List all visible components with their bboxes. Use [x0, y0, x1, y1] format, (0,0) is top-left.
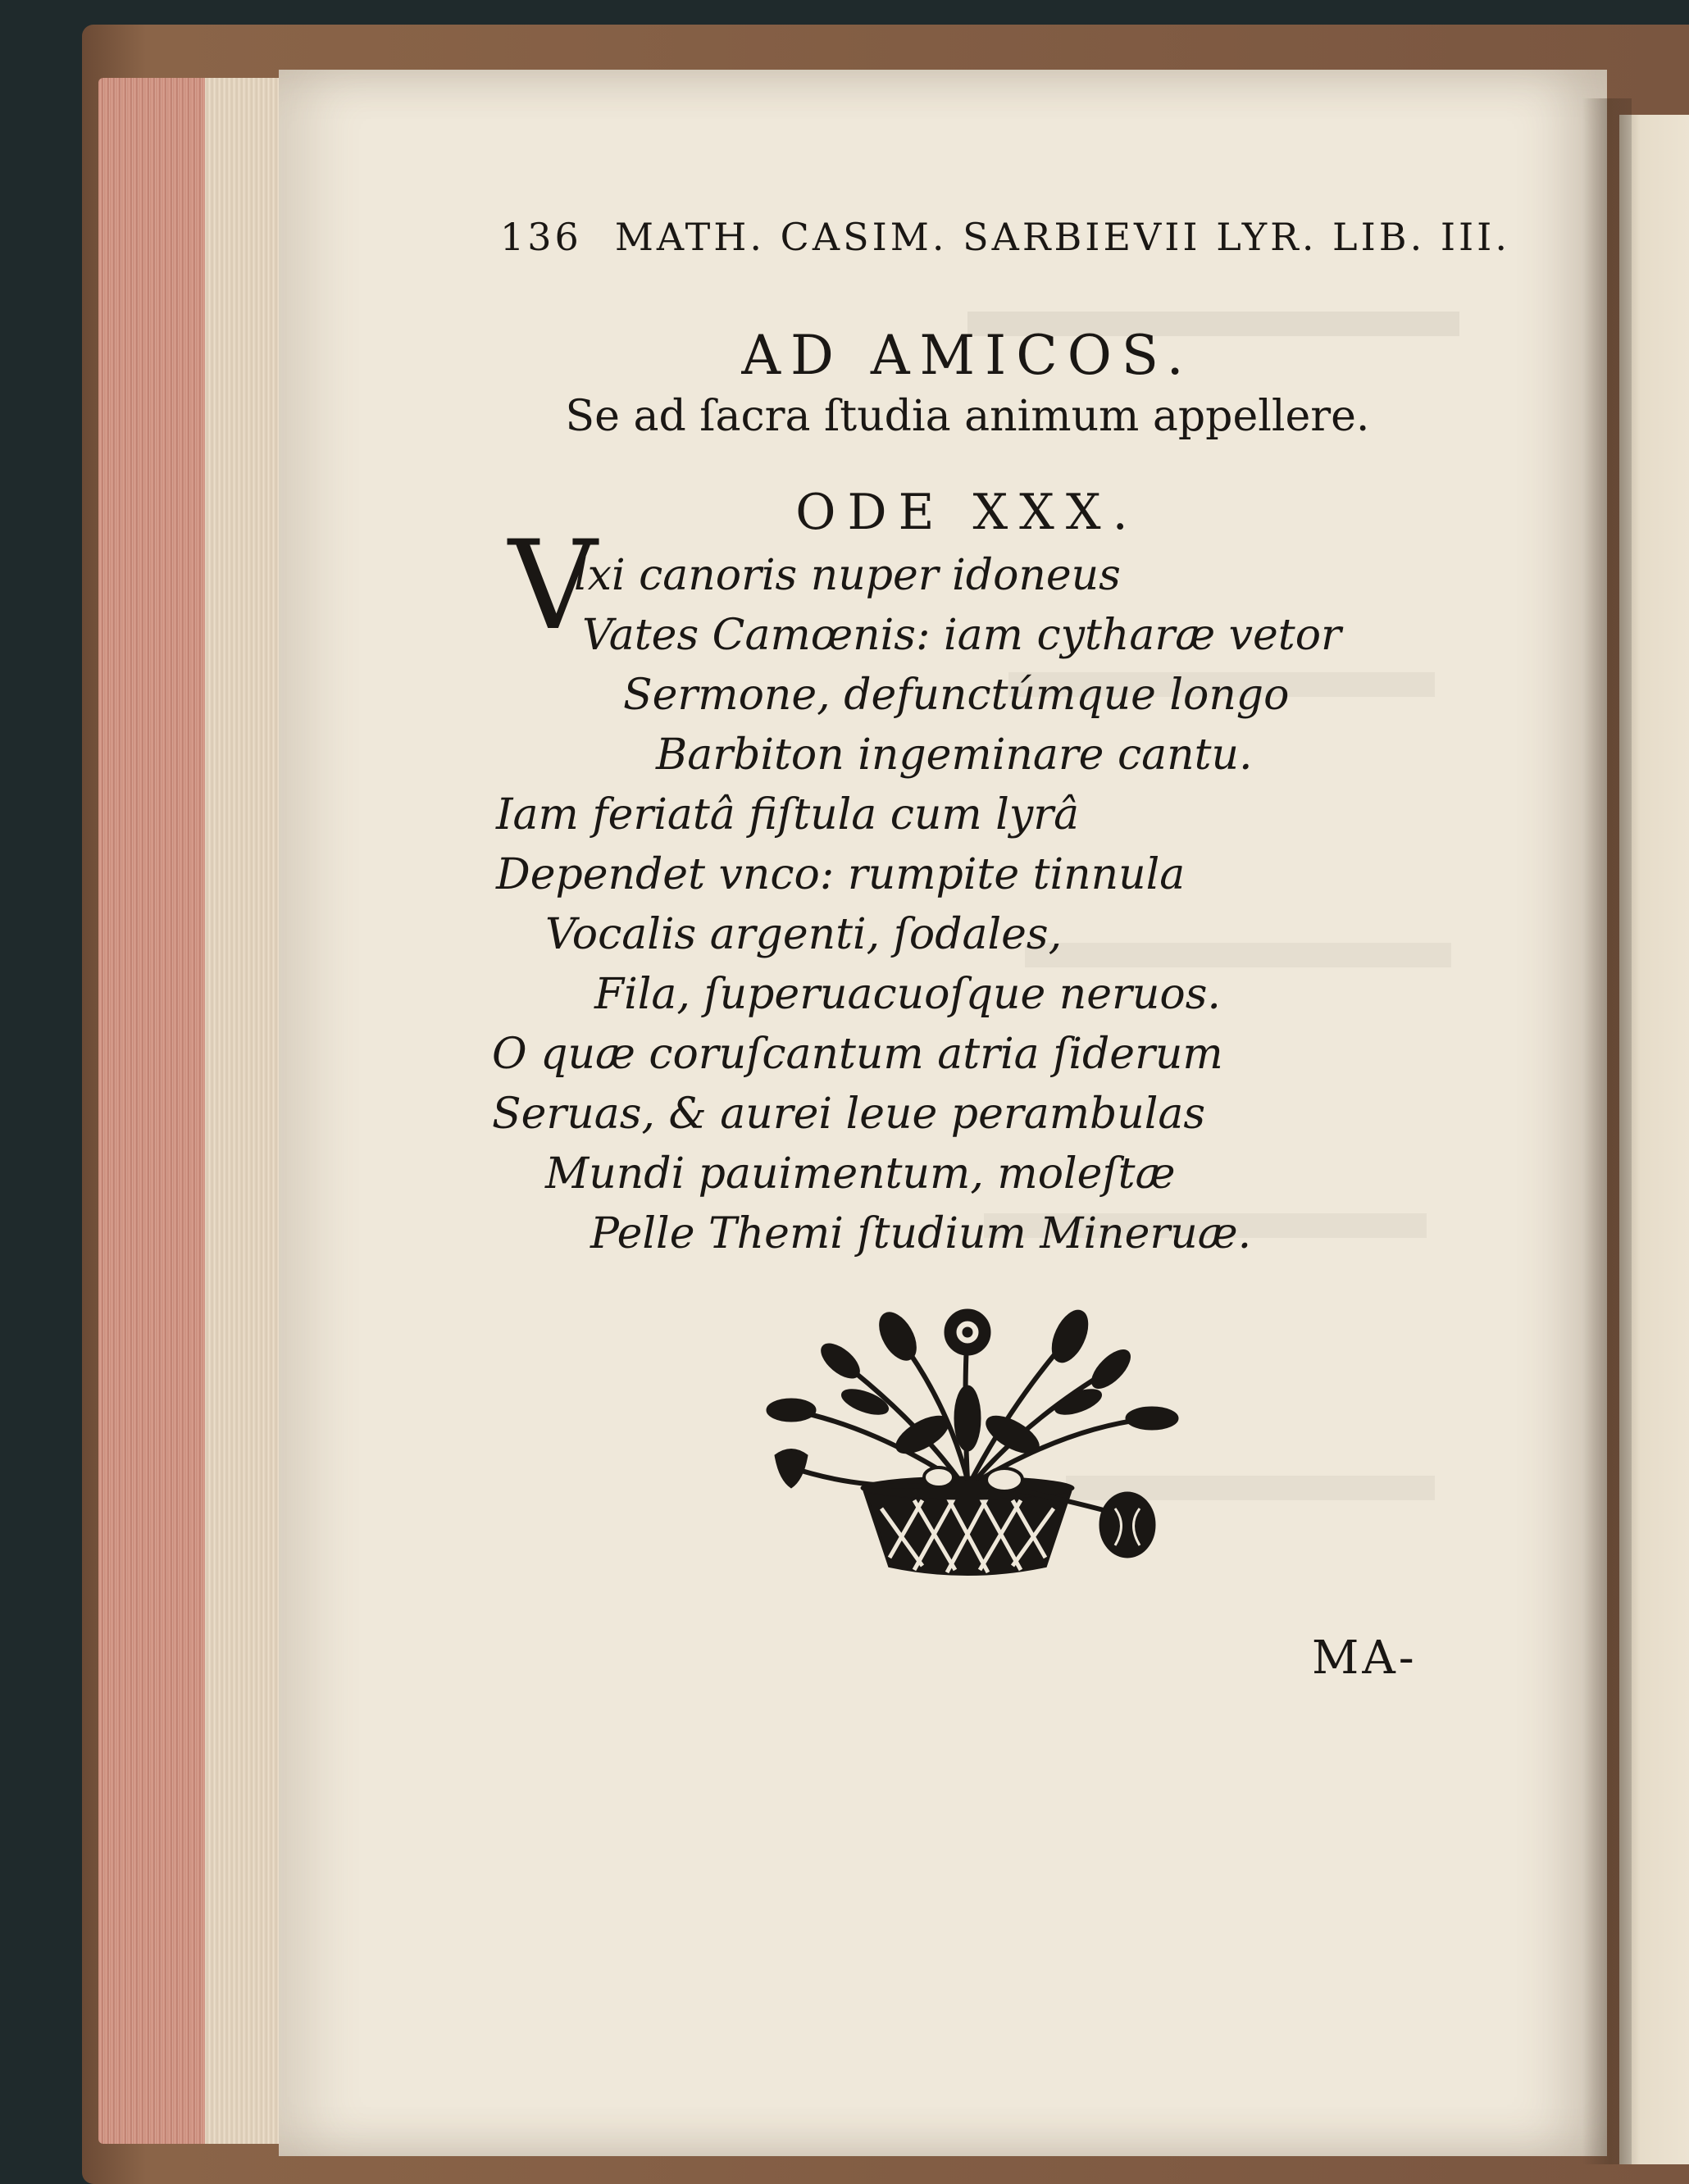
poem-subtitle: Se ad ſacra ſtudia animum appellere. [565, 392, 1370, 441]
ode-number: ODE XXX. [795, 484, 1140, 541]
catchword: MA- [1312, 1631, 1418, 1685]
verse-line: lxi canoris nuper idoneus [574, 551, 1121, 600]
verse-line: Vocalis argenti, ſodales, [545, 910, 1063, 959]
verse-line: Iam feriatâ fiſtula cum lyrâ [496, 790, 1080, 839]
page-number: 136 [500, 215, 582, 259]
running-head [500, 215, 1510, 259]
verse-line: Pelle Themi ſtudium Mineruæ. [590, 1209, 1252, 1258]
poem-title: AD AMICOS. [741, 324, 1194, 387]
drop-cap: V [508, 515, 598, 657]
verse-line: Mundi pauimentum, moleſtæ [545, 1149, 1176, 1199]
verse-line: Vates Camœnis: iam cytharæ vetor [582, 611, 1341, 660]
flower-basket-icon [742, 1304, 1193, 1590]
verse-line: O quæ coruſcantum atria ſiderum [492, 1030, 1223, 1079]
running-head-text: MATH. CASIM. SARBIEVII LYR. LIB. III. [614, 215, 1510, 259]
verse-line: Barbiton ingeminare cantu. [656, 730, 1253, 780]
verse-line: Dependet vnco: rumpite tinnula [496, 850, 1186, 899]
page-stack-inner [205, 78, 287, 2144]
verse-line: Sermone, defunctúmque longo [623, 671, 1290, 720]
verse-line: Seruas, & aurei leue perambulas [492, 1090, 1206, 1139]
verse-line: Fila, ſuperuacuoſque neruos. [594, 970, 1221, 1019]
